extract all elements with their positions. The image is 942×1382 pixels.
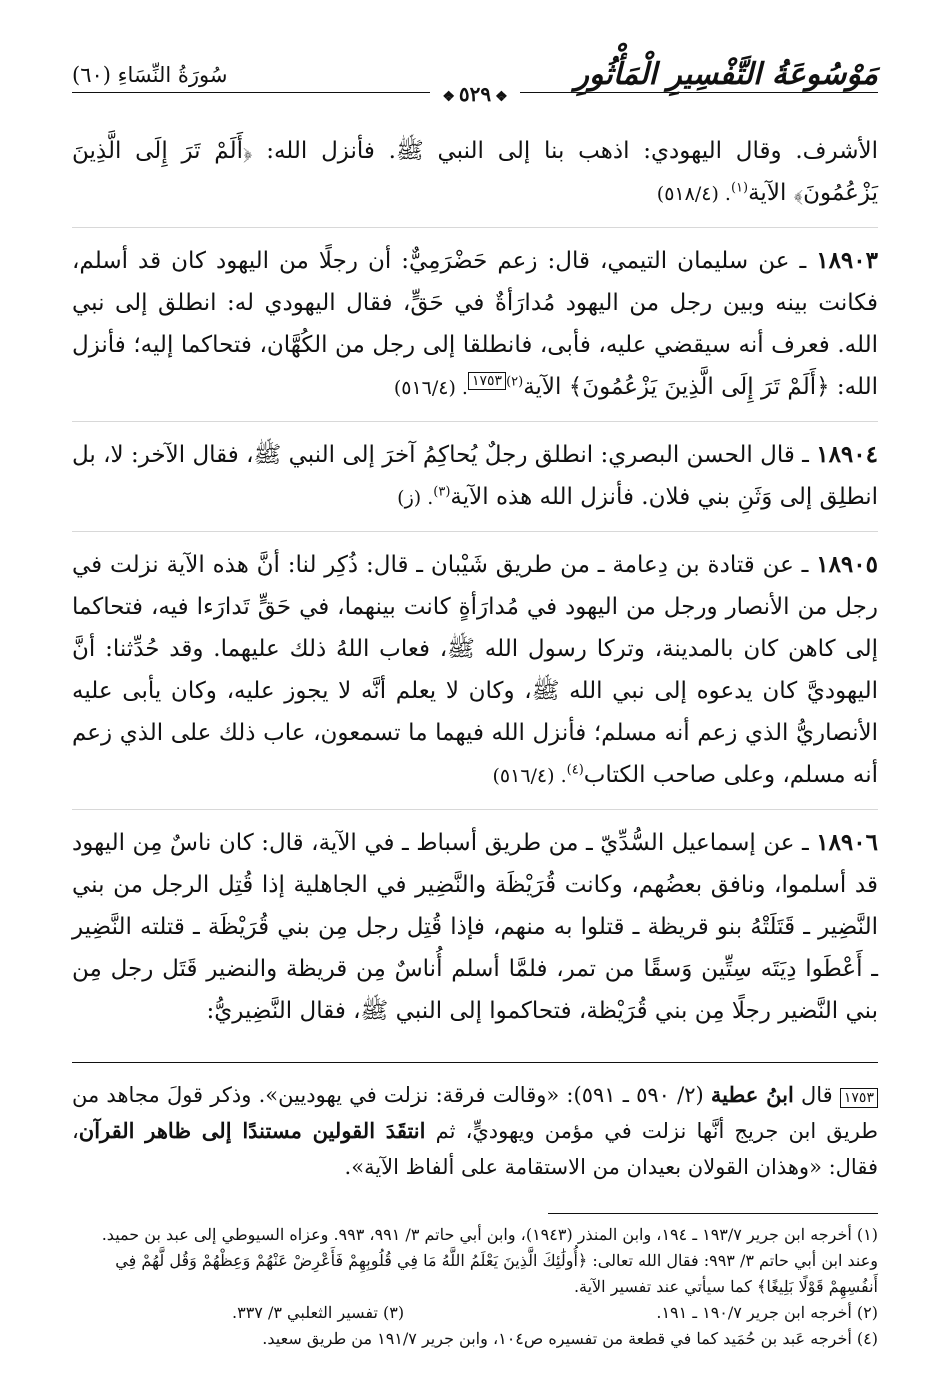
footnote-rule — [548, 1213, 878, 1214]
source-ref: . (ز) — [397, 487, 434, 509]
page-number-box — [430, 84, 519, 104]
footnote-marker: (٣) — [433, 484, 451, 500]
ornament-icon: ❖ — [442, 89, 455, 105]
entry-text: الأشرف. وقال اليهودي: اذهب بنا إلى النبي ﷺ. فأنزل الله: ﴿أَلَمْ تَرَ إِلَى الَّذِينَ يَزْعُمُونَ﴾ الآية — [72, 138, 878, 206]
page — [72, 50, 878, 1352]
commentary-block — [72, 1062, 878, 1185]
entry-text: ـ عن سليمان التيمي، قال: زعم حَضْرَمِيٌّ: أن رجلًا من اليهود كان قد أسلم، فكانت بينه وبين رجل من اليهود مُدارَأةٌ في حَقٍّ، فقال اليهودي له: انطلق إلى نبي الله. فعرف أنه سيقضي عليه، فأبى، فانطلقا إلى رجل من الكُهَّان، فتحاكما إليه؛ فأنزل الله: ﴿أَلَمْ تَرَ إِلَى الَّذِينَ يَزْعُمُونَ﴾ الآية — [72, 248, 878, 400]
entry-18903 — [72, 240, 878, 422]
surah-title: سُورَةُ النِّسَاءِ (٦٠) — [72, 63, 228, 87]
entry-text: ـ قال الحسن البصري: انطلق رجلٌ يُحاكِمُ آخرَ إلى النبي ﷺ، فقال الآخر: لا، بل انطلِق إلى وَثَنِ بني فلان. فأنزل الله هذه الآية — [71, 442, 878, 510]
entry-number: ١٨٩٠٥ — [816, 551, 878, 578]
commentary-text: قال — [793, 1083, 840, 1107]
commentary-text: ، فقال: «وهذان القولان بعيدان من الاستقامة على ألفاظ الآية». — [72, 1119, 878, 1179]
entry-number: ١٨٩٠٦ — [816, 829, 878, 856]
footnote-1: (١) أخرجه ابن جرير ١٩٣/٧ ـ ١٩٤، وابن المنذر (١٩٤٣)، وابن أبي حاتم ٣/ ٩٩١، ٩٩٣. وعزاه السيوطي إلى عبد بن حميد. وعند ابن أبي حاتم ٣/ ٩٩٣: فقال الله تعالى: ﴿أُولَٰئِكَ الَّذِينَ يَعْلَمُ اللَّهُ مَا فِي قُلُوبِهِمْ فَأَعْرِضْ عَنْهُمْ وَعِظْهُمْ وَقُل لَّهُمْ فِي أَنفُسِهِمْ قَوْلًا بَلِيغًا﴾ كما سيأتي عند تفسير الآية. — [101, 1225, 878, 1296]
entry-18906 — [72, 822, 878, 1044]
footnote-marker: (١) — [730, 180, 749, 196]
footnote-marker: (٤) — [566, 762, 584, 778]
ornament-icon: ❖ — [495, 89, 508, 105]
entry-continuation — [72, 130, 878, 228]
commentary-bold: انتقَدَ القولين مستندًا إلى ظاهر القرآن — [78, 1118, 426, 1143]
entry-18905 — [72, 544, 878, 810]
entry-18904 — [72, 434, 878, 532]
footnote-marker: (٢) — [506, 374, 524, 390]
source-ref: . (٥١٨/٤) — [656, 183, 731, 205]
footnotes — [72, 1213, 878, 1352]
footnote-row — [72, 1300, 878, 1326]
footnote-3: (٣) تفسير الثعلبي ٣/ ٣٣٧. — [232, 1303, 405, 1322]
page-number: ٥٢٩ — [458, 82, 492, 106]
entry-number: ١٨٩٠٤ — [816, 441, 878, 468]
commentary-ref: ١٧٥٣ — [468, 372, 506, 390]
page-header — [72, 50, 878, 130]
source-ref: . (٥١٦/٤) — [393, 377, 468, 399]
source-ref: . (٥١٦/٤) — [492, 765, 567, 787]
main-text — [72, 130, 878, 1044]
entry-text: ـ عن إسماعيل السُّدِّيّ ـ من طريق أسباط ـ في الآية، قال: كان ناسٌ مِن اليهود قد أسلموا، ونافق بعضُهم، وكانت قُرَيْظَة والنَّضِير في الجاهلية إذا قُتِل الرجل من بني النَّضِير ـ قَتَلَتْهُ بنو قريظة ـ قتلوا به منهم، فإذا قُتِل رجل مِن بني قُرَيْظَة ـ قتلته النَّضِير ـ أَعْطَوا دِيَتَه سِتِّين وَسقًا من تمر، فلمَّا أسلم أُناسٌ مِن قريظة والنضير قَتَل رجل مِن بني النَّضير رجلًا مِن بني قُرَيْظة، فتحاكموا إلى النبي ﷺ، فقال النَّضِيريُّ: — [72, 830, 878, 1024]
page-number-wrap — [72, 84, 878, 105]
commentary-number: ١٧٥٣ — [840, 1088, 878, 1108]
entry-number: ١٨٩٠٣ — [816, 247, 878, 274]
commentary-text: (٢/ ٥٩٠ ـ ٥٩١): «وقالت فرقة: نزلت في يهوديين». وذكر قولَ مجاهد من طريق ابن جريج أنَّها نزلت في مؤمن ويهوديٍّ، ثم — [72, 1083, 878, 1143]
footnote-2: (٢) أخرجه ابن جرير ١٩٠/٧ ـ ١٩١. — [656, 1303, 878, 1322]
commentary-bold: ابنُ عطية — [710, 1082, 794, 1107]
running-title: مَوْسُوعَةُ التَّفْسِيرِ الْمَأْثُورِ — [574, 57, 878, 92]
footnote-4: (٤) أخرجه عَبد بن حُمَيد كما في قطعة من تفسيره ص١٠٤، وابن جرير ١٩١/٧ من طريق سعيد. — [262, 1329, 878, 1348]
entry-text: ـ عن قتادة بن دِعامة ـ من طريق شَيْبان ـ قال: ذُكِر لنا: أنَّ هذه الآية نزلت في رجل من الأنصار ورجل من اليهود في مُدارَأةٍ كانت بينهما، في حَقٍّ تَدارَءا فيه، فتحاكما إلى كاهن كان بالمدينة، وتركا رسول الله ﷺ، فعاب اللهُ ذلك عليهما. وقد حُدِّثنا: أنَّ اليهوديَّ كان يدعوه إلى نبي الله ﷺ، وكان لا يعلم أنَّه لا يجوز عليه، وكان يأبى عليه الأنصاريُّ الذي زعم أنه مسلم؛ فأنزل الله فيهما ما تسمعون، عاب ذلك على الذي زعم أنه مسلم، وعلى صاحب الكتاب — [72, 552, 878, 788]
